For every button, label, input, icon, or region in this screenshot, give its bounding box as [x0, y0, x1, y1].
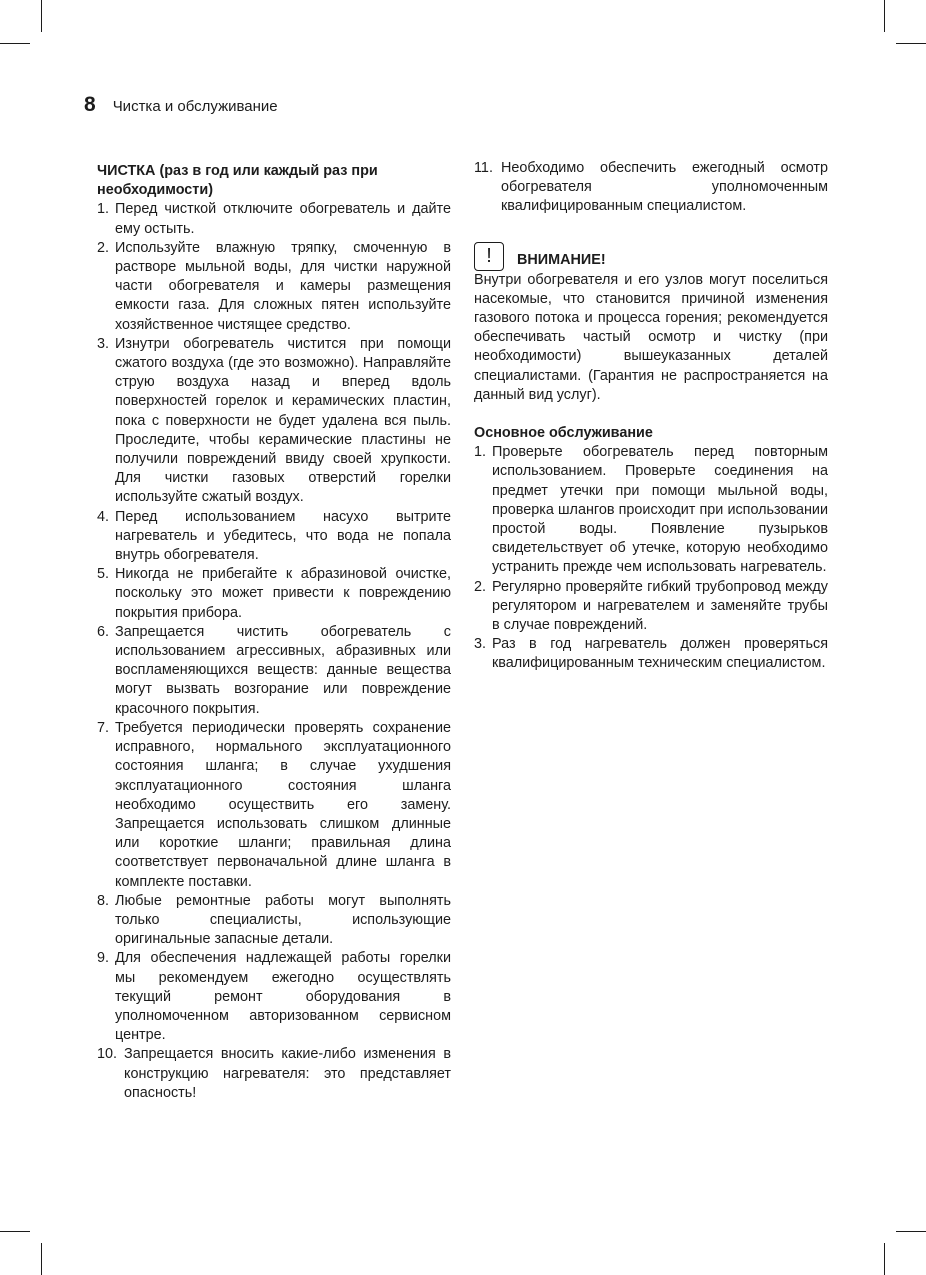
item-text: Изнутри обогреватель чистится при помощи сжатого воздуха (где это возможно). Направляйте струю воздуха назад и вперед вдоль поверхностей горелок и керамических пластин, пока с поверхности не будет удалена вся пыль. Проследите, чтобы керамические пластины не получили повреждений ввиду своей хрупкости. Для чистки газовых отверстий горелки используйте сжатый воздух. — [115, 335, 451, 506]
list-item — [97, 623, 451, 719]
item-number: 11. — [474, 160, 493, 176]
list-item — [97, 508, 451, 566]
list-item — [474, 159, 828, 217]
item-number: 2. — [474, 578, 487, 595]
item-number: 8. — [97, 892, 110, 909]
item-text: Запрещается чистить обогреватель с использованием агрессивных, абразивных или воспламеняющихся веществ: данные вещества могут вызвать возгорание или повреждение красочного покрытия. — [115, 623, 451, 717]
item-text: Используйте влажную тряпку, смоченную в растворе мыльной воды, для чистки наружной части обогревателя и камеры размещения емкости газа. Для сложных пятен используйте хозяйственное чистящее средство. — [115, 239, 451, 333]
cleaning-list-continued — [474, 159, 828, 217]
crop-mark — [0, 1231, 30, 1232]
item-text: Регулярно проверяйте гибкий трубопровод между регулятором и нагревателем и заменяйте трубы в случае повреждений. — [492, 578, 828, 634]
list-item — [97, 565, 451, 623]
item-number: 7. — [97, 719, 110, 736]
crop-mark — [0, 43, 30, 44]
cleaning-list — [97, 200, 451, 1103]
item-number: 9. — [97, 950, 110, 967]
maintenance-heading: Основное обслуживание — [474, 425, 653, 442]
section-title: Чистка и обслуживание — [112, 98, 278, 115]
crop-mark — [896, 1231, 926, 1232]
item-number: 1. — [97, 201, 110, 218]
list-item — [474, 578, 828, 636]
item-number: 10. — [97, 1046, 118, 1063]
item-text: Необходимо обеспечить ежегодный осмотр обогревателя уполномоченным квалифицированным специалистом. — [501, 160, 828, 215]
crop-mark — [41, 0, 42, 32]
item-number: 4. — [97, 508, 110, 525]
list-item — [97, 200, 451, 238]
item-text: Никогда не прибегайте к абразиновой очистке, поскольку это может привести к повреждению покрытия прибора. — [115, 566, 451, 621]
page-header — [84, 93, 278, 117]
item-number: 2. — [97, 239, 110, 256]
item-text: Любые ремонтные работы могут выполнять только специалисты, использующие оригинальные запасные детали. — [115, 892, 451, 948]
item-number: 3. — [474, 636, 487, 653]
list-item — [97, 719, 451, 892]
list-item — [97, 1045, 451, 1103]
item-text: Перед чисткой отключите обогреватель и дайте ему остыть. — [115, 201, 451, 237]
right-column — [474, 159, 828, 674]
page-number: 8 — [84, 93, 96, 116]
list-item — [97, 892, 451, 950]
maintenance-list — [474, 443, 828, 673]
list-item — [474, 443, 828, 577]
item-text: Раз в год нагреватель должен проверяться квалифицированным техническим специалистом. — [492, 636, 828, 672]
warning-title: ВНИМАНИЕ! — [517, 252, 606, 269]
list-item — [97, 949, 451, 1045]
crop-mark — [884, 0, 885, 32]
list-item — [97, 335, 451, 508]
crop-mark — [41, 1243, 42, 1275]
warning-header — [474, 242, 828, 271]
item-number: 6. — [97, 623, 110, 640]
item-number: 3. — [97, 335, 110, 352]
list-item — [97, 239, 451, 335]
list-item — [474, 635, 828, 673]
item-text: Требуется периодически проверять сохранение исправного, нормального эксплуатационного состояния шланга; в случае ухудшения эксплуатационного состояния шланга необходимо осуществить его замену. Запрещается использовать слишком длинные или короткие шланги; правильная длина соответствует первоначальной длине шланга в комплекте поставки. — [115, 719, 451, 890]
cleaning-heading: ЧИСТКА (раз в год или каждый раз при необходимости) — [97, 163, 378, 199]
exclamation-icon: ! — [474, 242, 504, 271]
item-number: 1. — [474, 444, 487, 461]
item-text: Для обеспечения надлежащей работы горелки мы рекомендуем ежегодно осуществлять текущий ремонт оборудования в уполномоченном авторизованном сервисном центре. — [115, 950, 451, 1044]
item-text: Запрещается вносить какие-либо изменения в конструкцию нагревателя: это представляет опасность! — [124, 1046, 451, 1101]
crop-mark — [896, 43, 926, 44]
warning-text: Внутри обогревателя и его узлов могут поселиться насекомые, что становится причиной изменения газового потока и процесса горения; рекомендуется обеспечивать частый осмотр и чистку (при необходимости) вышеуказанных деталей специалистами. (Гарантия не распространяется на данный вид услуг). — [474, 271, 828, 403]
item-text: Перед использованием насухо вытрите нагреватель и убедитесь, что вода не попала внутрь обогревателя. — [115, 508, 451, 564]
crop-mark — [884, 1243, 885, 1275]
item-text: Проверьте обогреватель перед повторным использованием. Проверьте соединения на предмет утечки при помощи мыльной воды, проверка шлангов происходит при использовании простой воды. Появление пузырьков свидетельствует об утечке, которую необходимо устранить прежде чем использовать нагреватель. — [492, 444, 828, 576]
item-number: 5. — [97, 566, 110, 583]
left-column — [97, 162, 451, 1103]
